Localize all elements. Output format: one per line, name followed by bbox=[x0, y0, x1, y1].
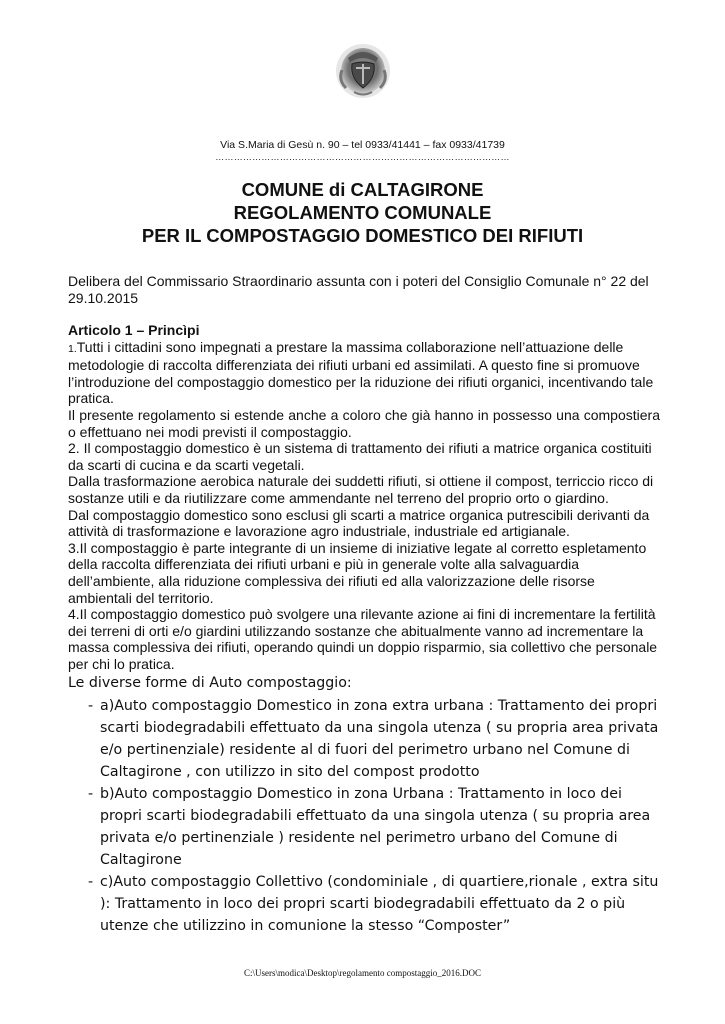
article-1-paragraph-6: 3.Il compostaggio è parte integrante di un insieme di iniziative legate al corretto espletamento della raccolta differenziata dei rifiuti urbani e più in generale volte alla salvaguardia dell’ambiente, alla riduzione complessiva dei rifiuti ed alla valorizzazione delle risorse ambientali del territorio. bbox=[68, 539, 647, 606]
article-1-title: Articolo 1 – Princìpi bbox=[68, 322, 200, 338]
list-dash: - bbox=[88, 874, 94, 891]
title-line-1: COMUNE di CALTAGIRONE bbox=[241, 179, 484, 200]
article-1-paragraph-2: Il presente regolamento si estende anche a coloro che già hanno in possesso una compostiera o effettuano nei modi previsti il compostaggio. bbox=[68, 406, 660, 440]
title-line-2: REGOLAMENTO COMUNALE bbox=[233, 202, 492, 223]
auto-compostaggio-section bbox=[68, 672, 660, 937]
list-dash: - bbox=[88, 698, 94, 715]
delibera-text: Delibera del Commissario Straordinario assunta con i poteri del Consiglio Comunale n° 22 del 29.10.2015 bbox=[68, 273, 649, 306]
list-item: - a)Auto compostaggio Domestico in zona extra urbana : Trattamento dei propri scarti biodegradabili effettuato da una singola utenza ( su propria area privata e/o pertinenziale) residente al di fuori del perimetro urbano nel Comune di Caltagirone , con utilizzo in sito del compost prodotto bbox=[68, 695, 660, 783]
city-crest-icon bbox=[332, 40, 394, 100]
article-1-paragraph-4: Dalla trasformazione aerobica naturale dei suddetti rifiuti, si ottiene il compost, terriccio ricco di sostanze utili e da riutilizzare come ammendante nel terreno del proprio orto o giardino. bbox=[68, 473, 654, 506]
paragraph-number: 1. bbox=[68, 342, 77, 355]
article-1-paragraph-7: 4.Il compostaggio domestico può svolgere una rilevante azione ai fini di incrementare la fertilità dei terreni di orti e/o giardini utilizzando sostanze che abitualmente vanno ad incrementare la massa complessiva dei rifiuti, operando quindi un doppio risparmio, sia collettivo che personale per chi lo pratica. bbox=[68, 606, 658, 672]
article-body bbox=[68, 322, 660, 937]
document-title bbox=[0, 178, 725, 247]
file-path-footer: C:\Users\modica\Desktop\regolamento compostaggio_2016.DOC bbox=[244, 968, 481, 978]
dotted-separator: …………………………………………………………………………………… bbox=[215, 152, 510, 162]
forms-title: Le diverse forme di Auto compostaggio: bbox=[68, 675, 352, 692]
article-1-paragraph-1: 1.Tutti i cittadini sono impegnati a prestare la massima collaborazione nell’attuazione delle metodologie di raccolta differenziata dei rifiuti urbani ed assimilati. A questo fine si promuove l’introduzione del compostaggio domestico per la riduzione dei rifiuti organici, incentivando tale pratica. bbox=[68, 338, 654, 407]
list-item: - c)Auto compostaggio Collettivo (condominiale , di quartiere,rionale , extra situ ): Trattamento in loco dei propri scarti biodegradabili effettuato da 2 o più utenze che utilizzino in comunione la stesso “Composter” bbox=[68, 871, 660, 937]
article-1-paragraph-3: 2. Il compostaggio domestico è un sistema di trattamento dei rifiuti a matrice organica costituiti da scarti di cucina e da scarti vegetali. bbox=[68, 440, 652, 473]
article-1-paragraph-5: Dal compostaggio domestico sono esclusi gli scarti a matrice organica putrescibili derivanti da attività di trasformazione e lavorazione agro industriale, industriale ed artigianale. bbox=[68, 506, 650, 540]
forms-list bbox=[68, 695, 660, 937]
address-line: Via S.Maria di Gesù n. 90 – tel 0933/41441 – fax 0933/41739 bbox=[220, 139, 505, 151]
list-item: - b)Auto compostaggio Domestico in zona Urbana : Trattamento in loco dei propri scarti biodegradabili effettuato da una singola utenza ( su propria area privata e/o pertinenziale ) residente nel perimetro urbano del Comune di Caltagirone bbox=[68, 783, 660, 871]
title-line-3: PER IL COMPOSTAGGIO DOMESTICO DEI RIFIUTI bbox=[141, 225, 584, 246]
list-dash: - bbox=[88, 786, 94, 803]
